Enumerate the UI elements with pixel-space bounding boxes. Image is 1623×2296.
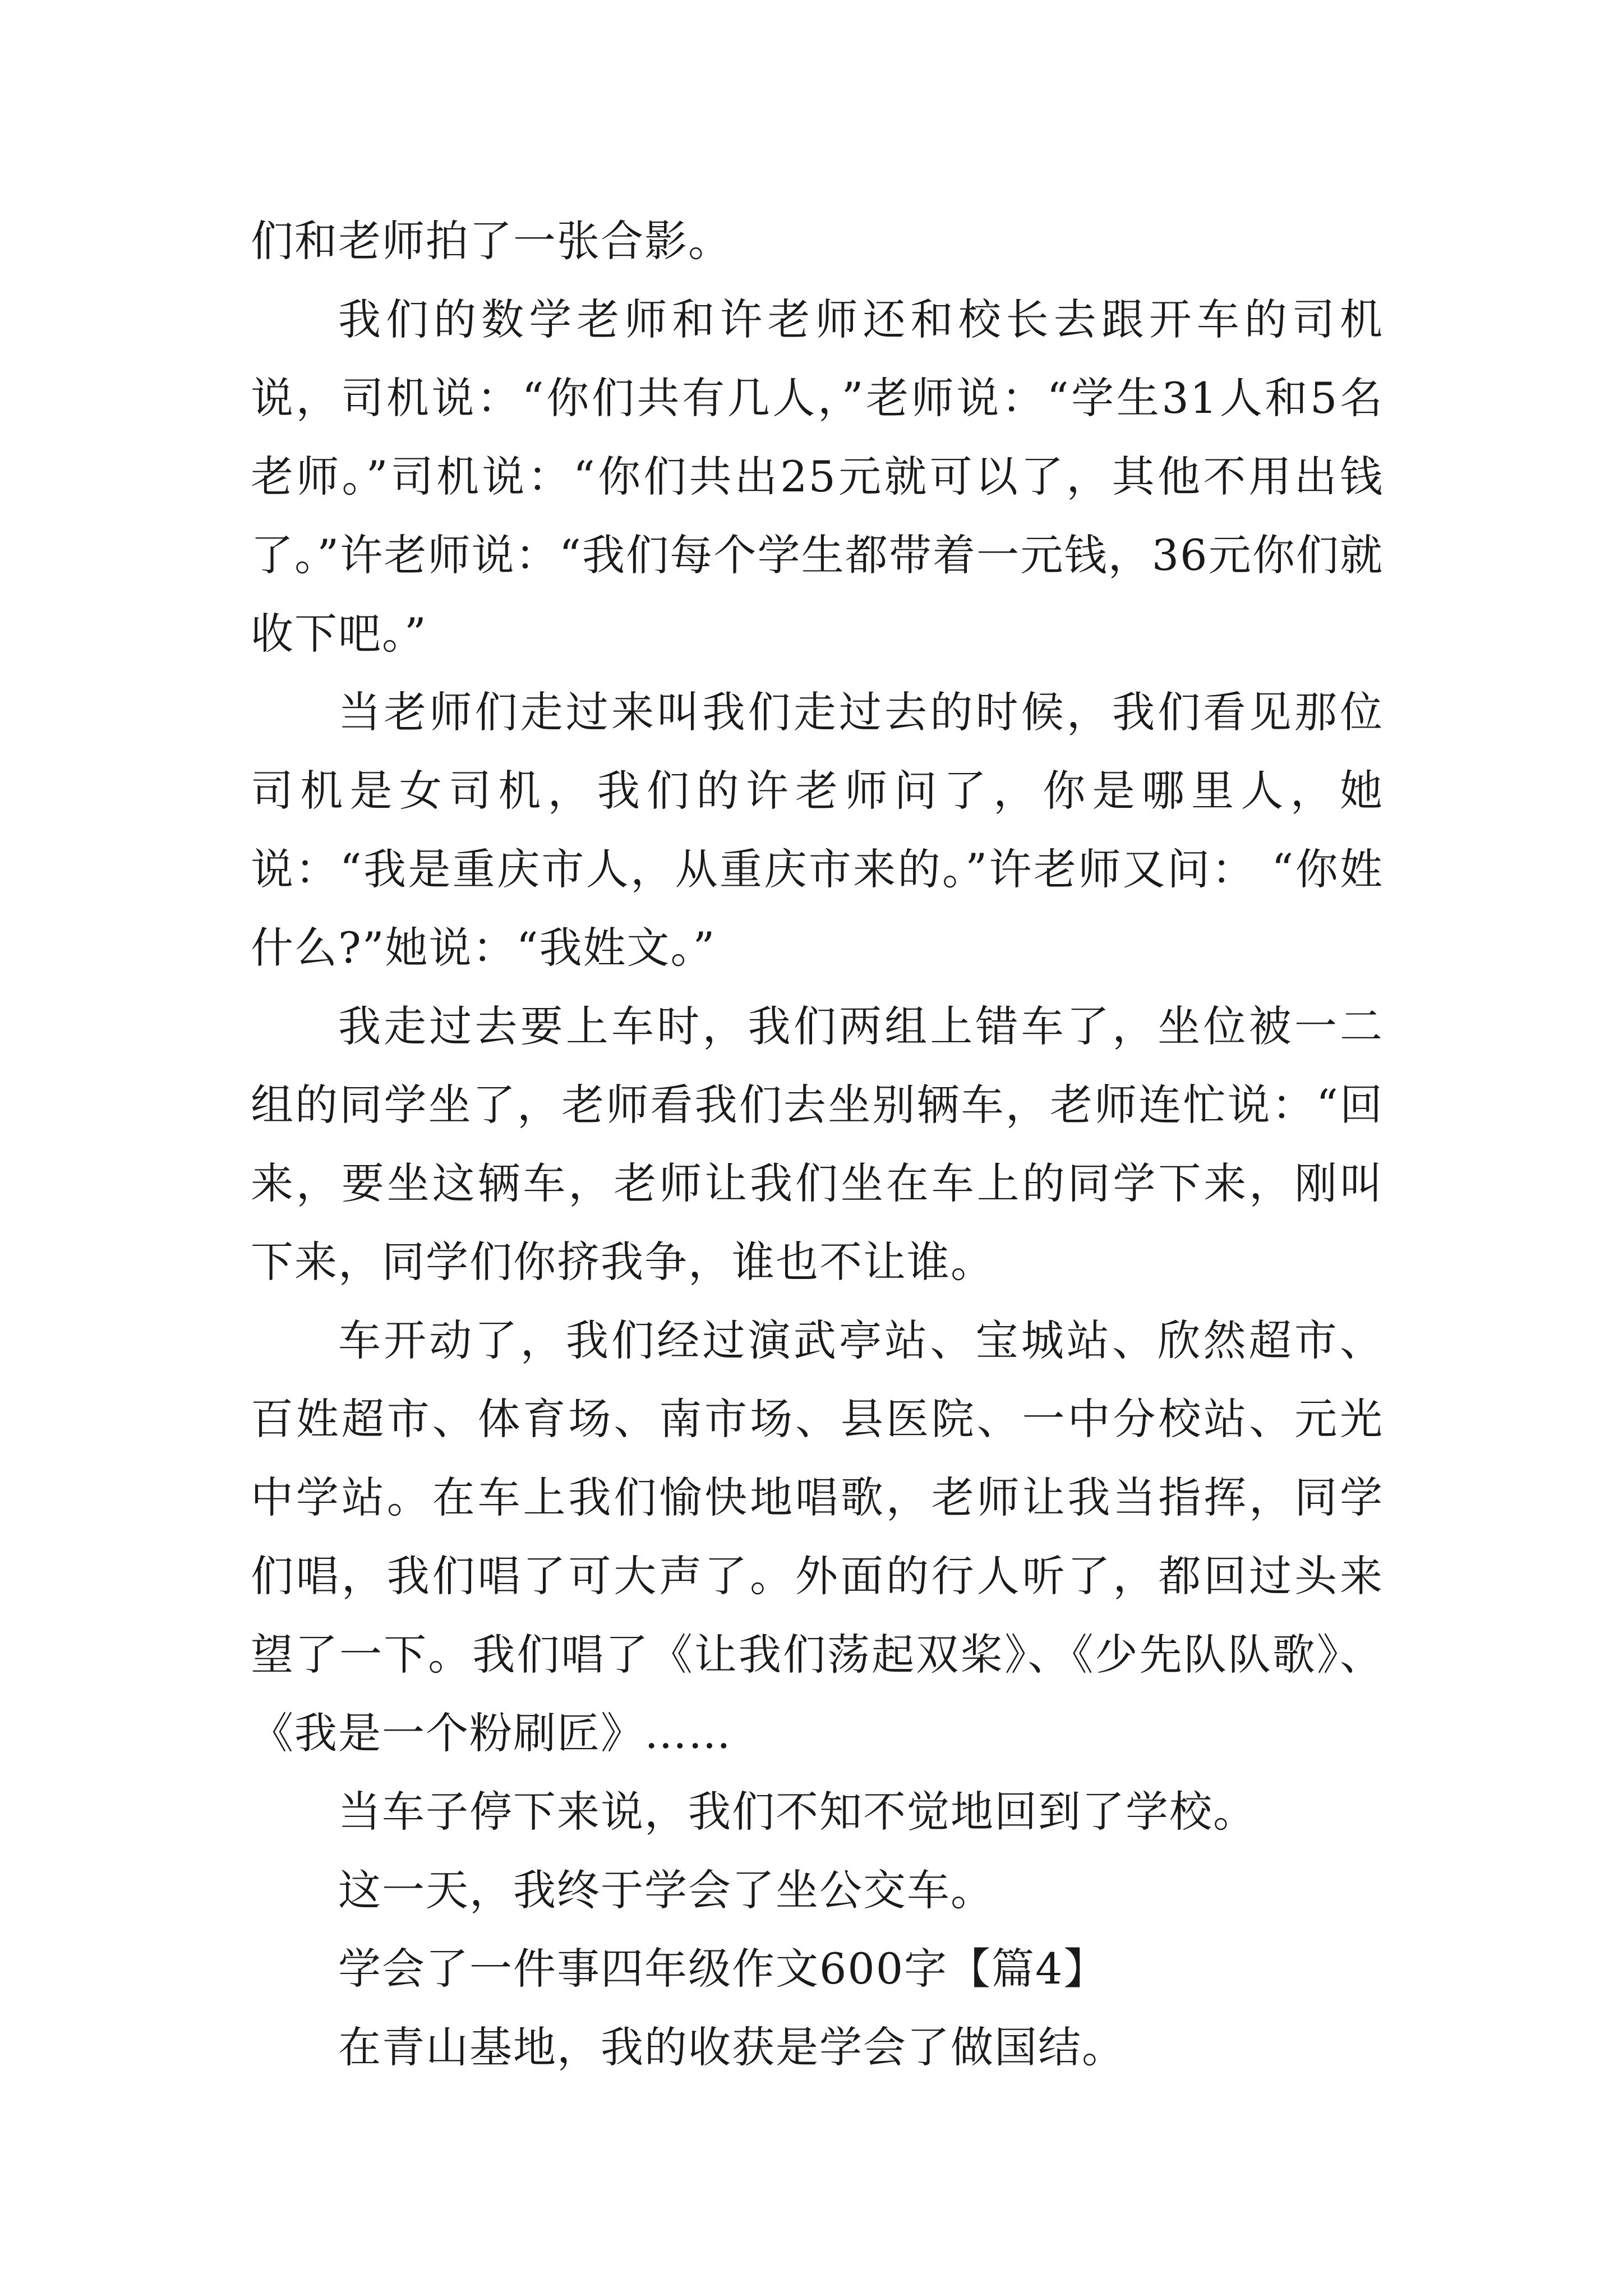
paragraph-bus-fare: 我们的数学老师和许老师还和校长去跟开车的司机说，司机说：“你们共有几人，”老师说：“学生31人和5名老师。”司机说：“你们共出25元就可以了，其他不用出钱了。”许老师说：“我们每个学生都带着一元钱，36元你们就收下吧。” [251, 295, 1384, 659]
paragraph-chinese-knot: 在青山基地，我的收获是学会了做国结。 [338, 2022, 1126, 2072]
paragraph-driver: 当老师们走过来叫我们走过去的时候，我们看见那位司机是女司机，我们的许老师问了，你是哪里人，她说：“我是重庆市人，从重庆市来的。”许老师又问： “你姓什么?”她说：“我姓文。” [251, 687, 1384, 973]
paragraph-continuation: 们和老师拍了一张合影。 [251, 216, 732, 266]
paragraph-return-school: 当车子停下来说，我们不知不觉地回到了学校。 [338, 1787, 1257, 1837]
section-heading: 学会了一件事四年级作文600字【篇4】 [338, 1944, 1108, 1994]
essay-body [251, 202, 1384, 2087]
paragraph-route-singing: 车开动了，我们经过演武亭站、宝城站、欣然超市、百姓超市、体育场、南市场、县医院、一中分校站、元光中学站。在车上我们愉快地唱歌，老师让我当指挥，同学们唱，我们唱了可大声了。外面的行人听了，都回过头来望了一下。我们唱了《让我们荡起双桨》、《少先队队歌》、《我是一个粉刷匠》…… [251, 1315, 1384, 1758]
paragraph-wrong-bus: 我走过去要上车时，我们两组上错车了，坐位被一二组的同学坐了，老师看我们去坐别辆车，老师连忙说：“回来，要坐这辆车，老师让我们坐在车上的同学下来，刚叫下来，同学们你挤我争，谁也不让谁。 [251, 1001, 1384, 1287]
paragraph-conclusion: 这一天，我终于学会了坐公交车。 [338, 1865, 994, 1915]
